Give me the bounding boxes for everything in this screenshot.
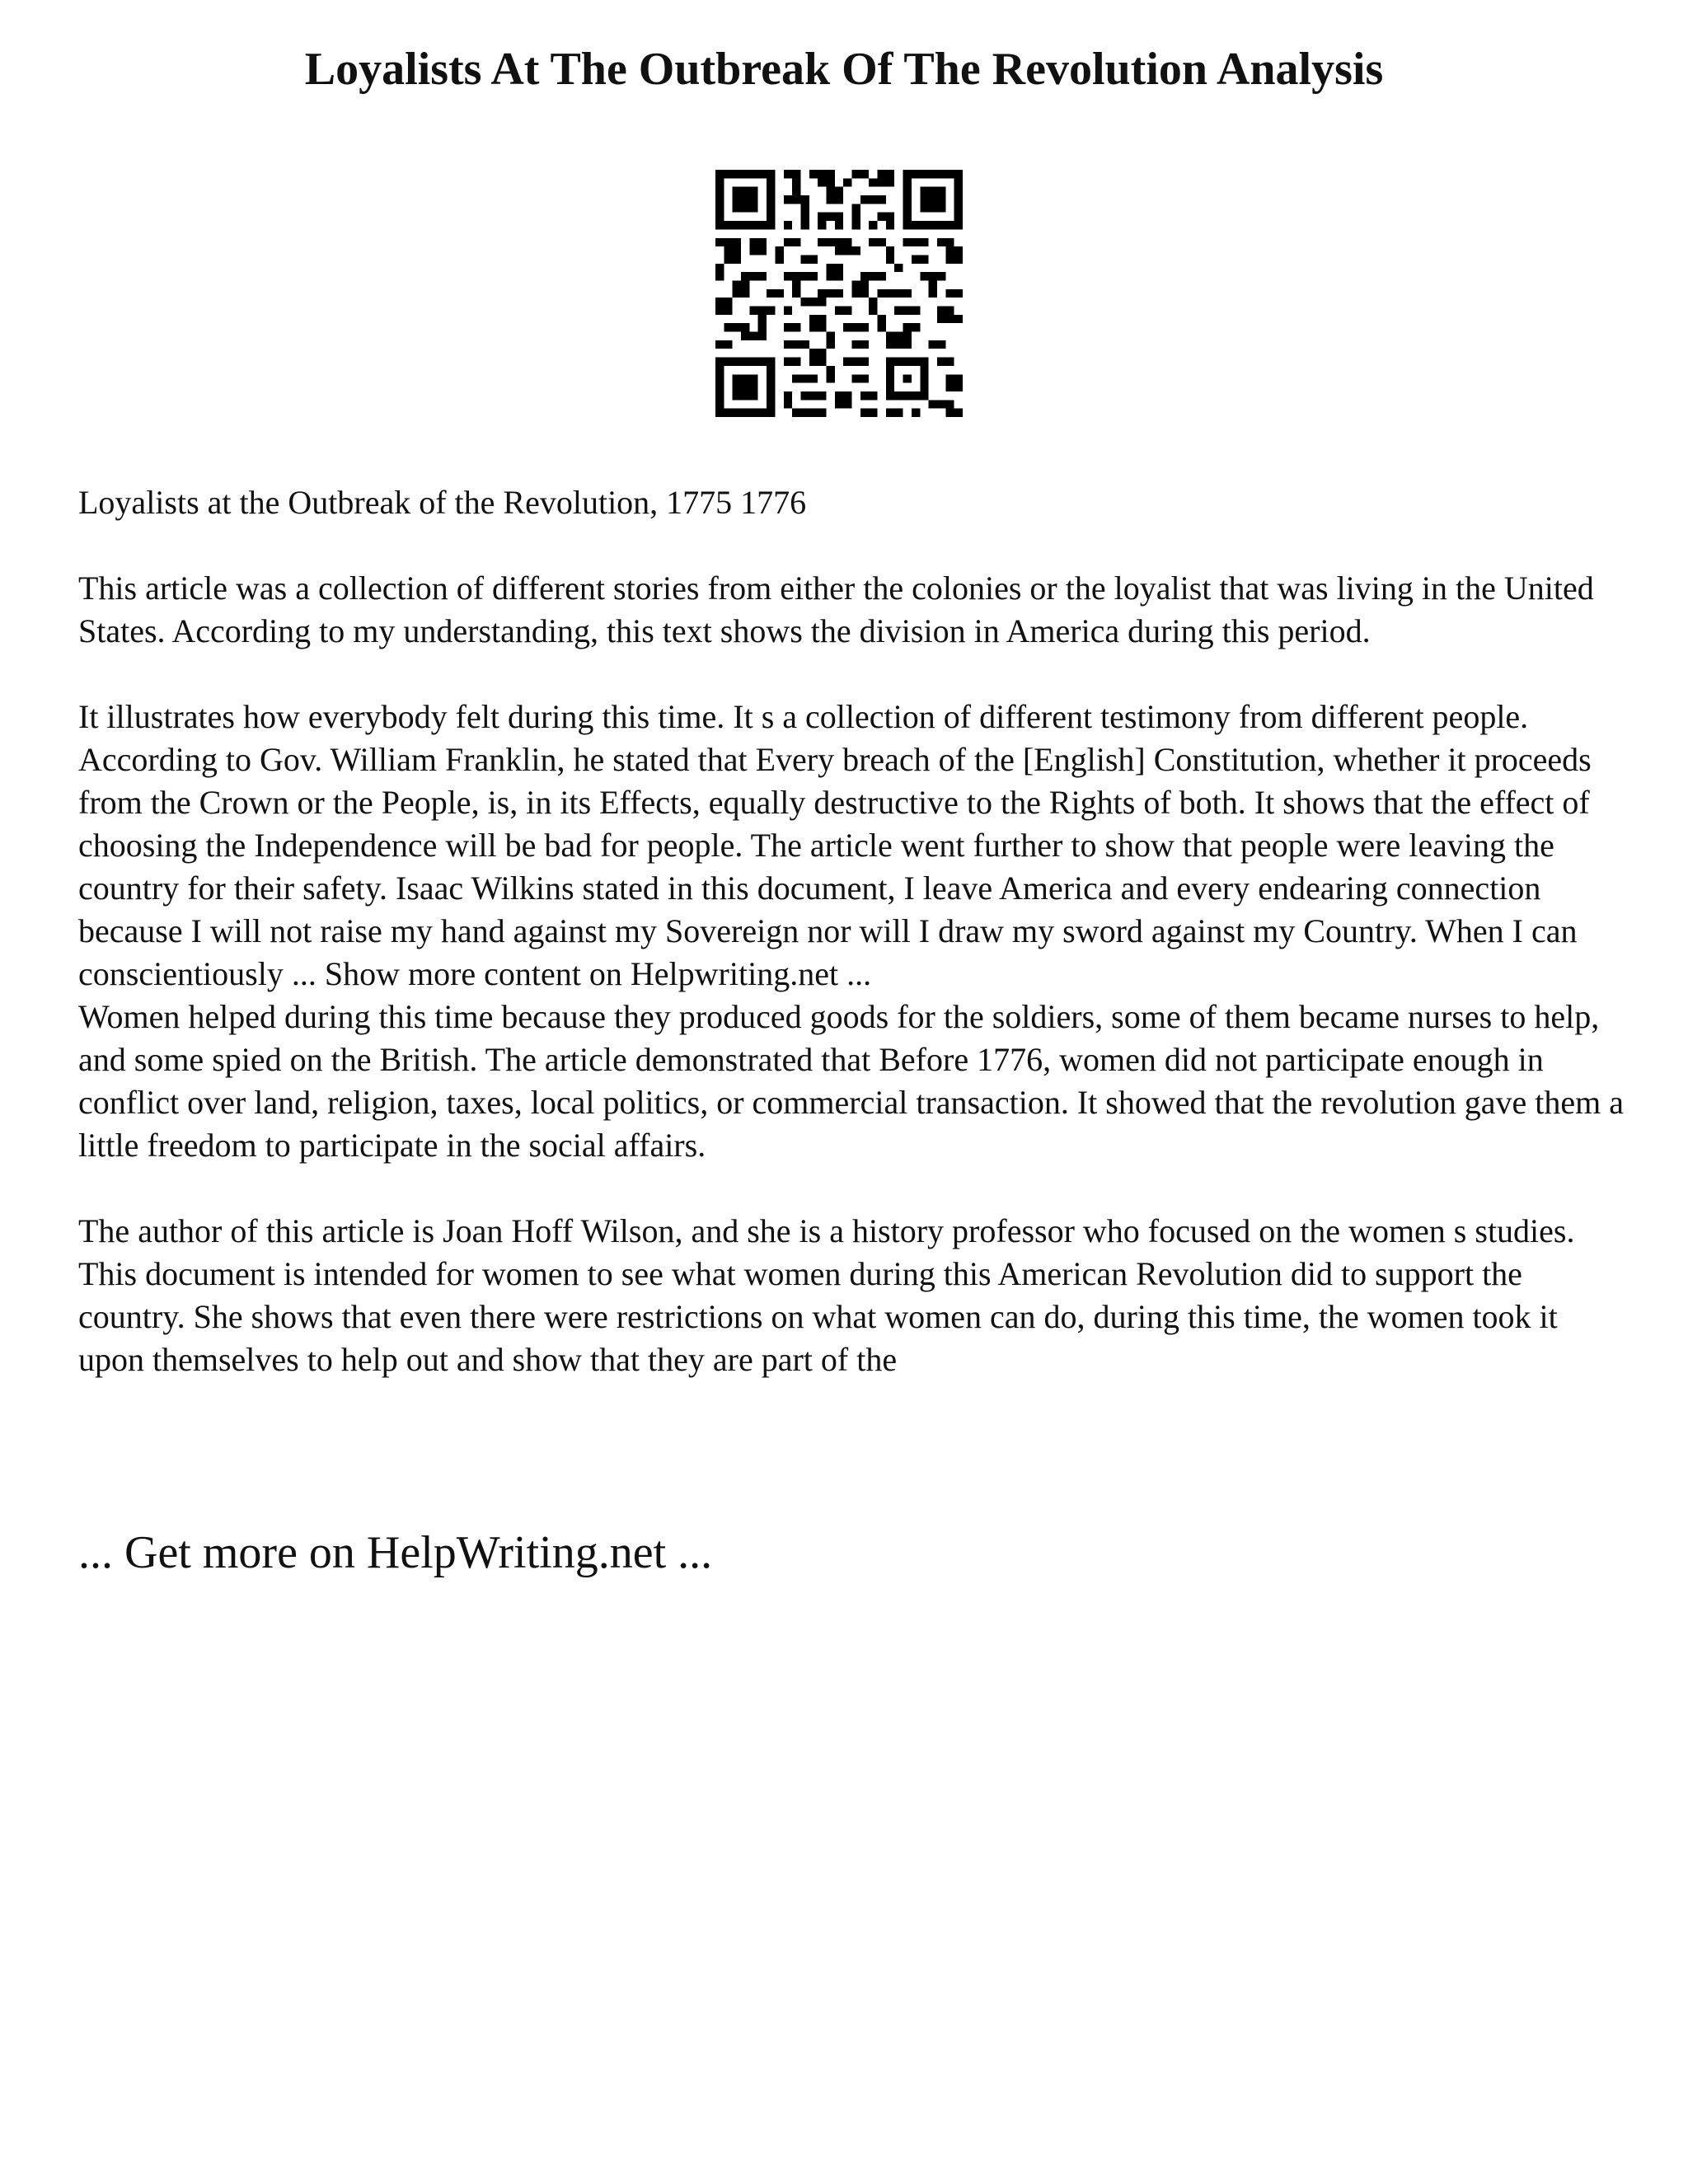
paragraph-2: It illustrates how everybody felt during this time. It s a collection of different testimony from different people. According to Gov. William Franklin, he stated that Every breach of the [English] Constitution, whether it proceeds from the Crown or the People, is, in its Effects, equally destructive to the Rights of both. It shows that the effect of choosing the Independence will be bad for people. The article went further to show that people were leaving the country for their safety. Isaac Wilkins stated in this document, I leave America and every endearing connection because I will not raise my hand against my Sovereign nor will I draw my sword against my Country. When I can conscientiously ... Show more content on Helpwriting.net ... (78, 698, 1592, 992)
get-more-link[interactable]: ... Get more on HelpWriting.net ... (78, 1527, 713, 1578)
paragraph-1: This article was a collection of different stories from either the colonies or the loyalist that was living in the United States. According to my understanding, this text shows the division in America during this period. (78, 569, 1594, 649)
qr-code-icon (715, 170, 963, 417)
document-title: Loyalists At The Outbreak Of The Revolution Analysis (304, 44, 1384, 95)
paragraph-4: The author of this article is Joan Hoff Wilson, and she is a history professor who focused on the women s studies. This document is intended for women to see what women during this American Revolution did to support the country. She shows that even there were restrictions on what women can do, during this time, the women took it upon themselves to help out and show that they are part of the (78, 1212, 1575, 1378)
paragraph-3: Women helped during this time because they produced goods for the soldiers, some of them became nurses to help, and some spied on the British. The article demonstrated that Before 1776, women did not participate enough in conflict over land, religion, taxes, local politics, or commercial transaction. It showed that the revolution gave them a little freedom to participate in the social affairs. (78, 998, 1624, 1164)
document-subtitle: Loyalists at the Outbreak of the Revolution, 1775 1776 (78, 484, 807, 521)
document-body (78, 481, 1628, 1424)
